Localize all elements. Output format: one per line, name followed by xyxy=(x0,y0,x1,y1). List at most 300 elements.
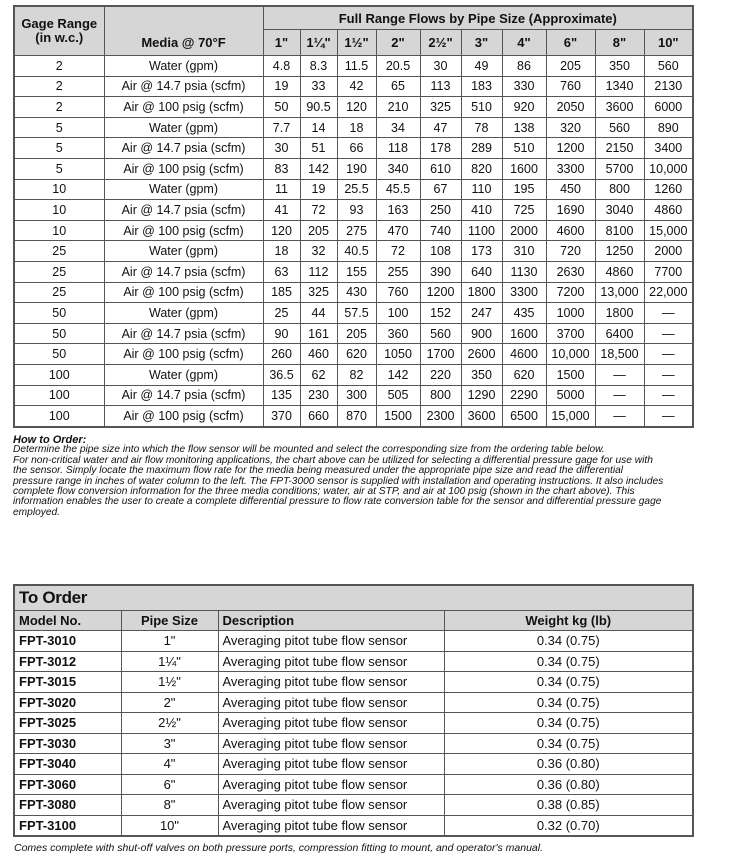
flow-value-cell: 4600 xyxy=(502,344,546,365)
header-pipe-size: Pipe Size xyxy=(121,611,218,631)
table-row xyxy=(14,385,693,406)
table-row xyxy=(14,754,693,775)
media-cell: Air @ 14.7 psia (scfm) xyxy=(104,76,263,97)
gage-range-cell: 5 xyxy=(14,138,104,159)
how-to-order-line: Determine the pipe size into which the flow sensor will be mounted and select the corresponding size from the ordering table below. xyxy=(13,444,605,456)
flow-value-cell: 1700 xyxy=(420,344,461,365)
flow-value-cell: 42 xyxy=(337,76,376,97)
flow-value-cell: 152 xyxy=(420,303,461,324)
flow-value-cell: 25 xyxy=(263,303,300,324)
flow-range-table xyxy=(13,5,694,428)
flow-value-cell: 260 xyxy=(263,344,300,365)
media-cell: Water (gpm) xyxy=(104,303,263,324)
weight-cell: 0.34 (0.75) xyxy=(444,733,693,754)
flow-value-cell: 18,500 xyxy=(595,344,644,365)
flow-value-cell: 3600 xyxy=(595,97,644,118)
gage-range-cell: 50 xyxy=(14,303,104,324)
table-row xyxy=(14,344,693,365)
media-cell: Air @ 100 psig (scfm) xyxy=(104,406,263,427)
flow-value-cell: 920 xyxy=(502,97,546,118)
media-cell: Air @ 14.7 psia (scfm) xyxy=(104,200,263,221)
table-row xyxy=(14,406,693,427)
flow-value-cell: 40.5 xyxy=(337,241,376,262)
flow-value-cell: 120 xyxy=(337,97,376,118)
model-no-cell: FPT-3030 xyxy=(14,733,121,754)
flow-value-cell: 195 xyxy=(502,179,546,200)
flow-value-cell: 22,000 xyxy=(644,282,693,303)
pipe-size-cell: 3" xyxy=(121,733,218,754)
model-no-cell: FPT-3100 xyxy=(14,815,121,836)
flow-value-cell: 560 xyxy=(644,56,693,77)
flow-value-cell: 32 xyxy=(300,241,337,262)
flow-value-cell: 435 xyxy=(502,303,546,324)
flow-value-cell: 900 xyxy=(461,323,502,344)
flow-value-cell: 350 xyxy=(461,364,502,385)
gage-range-cell: 5 xyxy=(14,158,104,179)
flow-value-cell: 740 xyxy=(420,220,461,241)
flow-value-cell: 100 xyxy=(376,303,420,324)
table-row xyxy=(14,672,693,693)
table-row xyxy=(14,713,693,734)
gage-range-cell: 25 xyxy=(14,282,104,303)
flow-value-cell: 300 xyxy=(337,385,376,406)
gage-range-cell: 50 xyxy=(14,323,104,344)
flow-value-cell: 72 xyxy=(376,241,420,262)
flow-value-cell: 1100 xyxy=(461,220,502,241)
flow-value-cell: 760 xyxy=(546,76,595,97)
flow-value-cell: 470 xyxy=(376,220,420,241)
flow-value-cell: 1500 xyxy=(376,406,420,427)
flow-value-cell: 660 xyxy=(300,406,337,427)
table-row xyxy=(14,200,693,221)
flow-value-cell: 19 xyxy=(300,179,337,200)
flow-value-cell: 15,000 xyxy=(546,406,595,427)
weight-cell: 0.36 (0.80) xyxy=(444,774,693,795)
flow-value-cell: — xyxy=(595,406,644,427)
flow-value-cell: 142 xyxy=(300,158,337,179)
table-row xyxy=(14,815,693,836)
flow-value-cell: 390 xyxy=(420,261,461,282)
table-row xyxy=(14,795,693,816)
flow-value-cell: 510 xyxy=(502,138,546,159)
gage-range-cell: 100 xyxy=(14,385,104,406)
description-cell: Averaging pitot tube flow sensor xyxy=(218,651,444,672)
flow-value-cell: 34 xyxy=(376,117,420,138)
header-pipe-size: 1" xyxy=(263,30,300,56)
flow-value-cell: 6400 xyxy=(595,323,644,344)
table-row xyxy=(14,220,693,241)
weight-cell: 0.34 (0.75) xyxy=(444,651,693,672)
flow-value-cell: 1600 xyxy=(502,323,546,344)
flow-value-cell: 510 xyxy=(461,97,502,118)
flow-value-cell: 72 xyxy=(300,200,337,221)
media-cell: Water (gpm) xyxy=(104,364,263,385)
flow-value-cell: 1050 xyxy=(376,344,420,365)
flow-value-cell: 1200 xyxy=(546,138,595,159)
flow-value-cell: 1800 xyxy=(461,282,502,303)
flow-value-cell: 2300 xyxy=(420,406,461,427)
table-row xyxy=(14,56,693,77)
flow-value-cell: 3300 xyxy=(502,282,546,303)
table-row xyxy=(14,138,693,159)
flow-value-cell: 82 xyxy=(337,364,376,385)
weight-cell: 0.34 (0.75) xyxy=(444,713,693,734)
gage-range-cell: 50 xyxy=(14,344,104,365)
description-cell: Averaging pitot tube flow sensor xyxy=(218,815,444,836)
gage-range-cell: 25 xyxy=(14,241,104,262)
flow-value-cell: 1800 xyxy=(595,303,644,324)
how-to-order-text xyxy=(13,445,703,518)
media-cell: Water (gpm) xyxy=(104,56,263,77)
flow-value-cell: 86 xyxy=(502,56,546,77)
flow-value-cell: 65 xyxy=(376,76,420,97)
flow-value-cell: 1500 xyxy=(546,364,595,385)
flow-value-cell: 325 xyxy=(300,282,337,303)
flow-value-cell: 10,000 xyxy=(644,158,693,179)
how-to-order-line: the sensor. Simply locate the maximum flow rate for the media being measured under the appropriate pipe size and read the differential xyxy=(13,465,624,477)
gage-range-cell: 10 xyxy=(14,220,104,241)
flow-value-cell: 230 xyxy=(300,385,337,406)
flow-value-cell: 2290 xyxy=(502,385,546,406)
flow-value-cell: 320 xyxy=(546,117,595,138)
flow-value-cell: 1600 xyxy=(502,158,546,179)
gage-range-cell: 2 xyxy=(14,97,104,118)
flow-value-cell: 108 xyxy=(420,241,461,262)
flow-value-cell: 11 xyxy=(263,179,300,200)
flow-value-cell: 7700 xyxy=(644,261,693,282)
flow-value-cell: 120 xyxy=(263,220,300,241)
media-cell: Air @ 14.7 psia (scfm) xyxy=(104,385,263,406)
gage-range-cell: 100 xyxy=(14,364,104,385)
flow-value-cell: 183 xyxy=(461,76,502,97)
media-cell: Air @ 14.7 psia (scfm) xyxy=(104,138,263,159)
header-pipe-size: 10" xyxy=(644,30,693,56)
weight-cell: 0.36 (0.80) xyxy=(444,754,693,775)
flow-value-cell: 142 xyxy=(376,364,420,385)
flow-value-cell: 8.3 xyxy=(300,56,337,77)
description-cell: Averaging pitot tube flow sensor xyxy=(218,692,444,713)
header-gage-line1: Gage Range xyxy=(21,16,98,31)
media-cell: Air @ 100 psig (scfm) xyxy=(104,344,263,365)
flow-value-cell: 3300 xyxy=(546,158,595,179)
flow-value-cell: 14 xyxy=(300,117,337,138)
header-pipe-size: 4" xyxy=(502,30,546,56)
media-cell: Air @ 14.7 psia (scfm) xyxy=(104,261,263,282)
flow-value-cell: 78 xyxy=(461,117,502,138)
flow-value-cell: 185 xyxy=(263,282,300,303)
media-cell: Air @ 100 psig (scfm) xyxy=(104,220,263,241)
flow-value-cell: 870 xyxy=(337,406,376,427)
flow-value-cell: 1290 xyxy=(461,385,502,406)
table-row xyxy=(14,261,693,282)
order-table-title: To Order xyxy=(14,585,693,611)
gage-range-cell: 2 xyxy=(14,76,104,97)
table-row xyxy=(14,97,693,118)
flow-value-cell: 250 xyxy=(420,200,461,221)
weight-cell: 0.38 (0.85) xyxy=(444,795,693,816)
flow-value-cell: 2000 xyxy=(502,220,546,241)
flow-value-cell: 45.5 xyxy=(376,179,420,200)
flow-value-cell: 890 xyxy=(644,117,693,138)
flow-value-cell: — xyxy=(644,406,693,427)
how-to-order-line: information enables the user to create a complete differential pressure to flow rate conversion table for the sensor and differential pressure gage xyxy=(13,496,662,508)
description-cell: Averaging pitot tube flow sensor xyxy=(218,713,444,734)
table-row xyxy=(14,179,693,200)
header-group-full-range-flows: Full Range Flows by Pipe Size (Approximate) xyxy=(263,6,693,30)
flow-value-cell: 2000 xyxy=(644,241,693,262)
flow-value-cell: 15,000 xyxy=(644,220,693,241)
flow-value-cell: 289 xyxy=(461,138,502,159)
header-model-no: Model No. xyxy=(14,611,121,631)
pipe-size-cell: 1" xyxy=(121,631,218,652)
flow-value-cell: 560 xyxy=(595,117,644,138)
flow-value-cell: 350 xyxy=(595,56,644,77)
gage-range-cell: 10 xyxy=(14,179,104,200)
weight-cell: 0.32 (0.70) xyxy=(444,815,693,836)
flow-value-cell: 720 xyxy=(546,241,595,262)
weight-cell: 0.34 (0.75) xyxy=(444,692,693,713)
flow-value-cell: — xyxy=(644,385,693,406)
flow-value-cell: 10,000 xyxy=(546,344,595,365)
header-pipe-size: 6" xyxy=(546,30,595,56)
pipe-size-cell: 2" xyxy=(121,692,218,713)
flow-value-cell: 340 xyxy=(376,158,420,179)
flow-value-cell: 5700 xyxy=(595,158,644,179)
order-table xyxy=(13,584,694,837)
header-gage-line2: (in w.c.) xyxy=(35,30,84,45)
flow-value-cell: 800 xyxy=(595,179,644,200)
flow-value-cell: 3400 xyxy=(644,138,693,159)
flow-value-cell: 1130 xyxy=(502,261,546,282)
flow-value-cell: 51 xyxy=(300,138,337,159)
flow-value-cell: 210 xyxy=(376,97,420,118)
model-no-cell: FPT-3012 xyxy=(14,651,121,672)
flow-value-cell: 410 xyxy=(461,200,502,221)
flow-value-cell: 3040 xyxy=(595,200,644,221)
flow-value-cell: 33 xyxy=(300,76,337,97)
table-row xyxy=(14,631,693,652)
flow-value-cell: 205 xyxy=(337,323,376,344)
flow-value-cell: 190 xyxy=(337,158,376,179)
how-to-order-line: pressure range in inches of water column to the left. The FPT-3000 sensor is supplied with installation and operating instructions. It also includes xyxy=(13,475,664,487)
flow-value-cell: 1000 xyxy=(546,303,595,324)
media-cell: Air @ 100 psig (scfm) xyxy=(104,158,263,179)
description-cell: Averaging pitot tube flow sensor xyxy=(218,754,444,775)
flow-value-cell: 36.5 xyxy=(263,364,300,385)
table-row xyxy=(14,774,693,795)
flow-value-cell: 113 xyxy=(420,76,461,97)
flow-value-cell: 3700 xyxy=(546,323,595,344)
flow-value-cell: 800 xyxy=(420,385,461,406)
flow-value-cell: 360 xyxy=(376,323,420,344)
flow-value-cell: 20.5 xyxy=(376,56,420,77)
flow-value-cell: 620 xyxy=(337,344,376,365)
table-row xyxy=(14,323,693,344)
header-pipe-size: 2" xyxy=(376,30,420,56)
table-row xyxy=(14,241,693,262)
flow-value-cell: 67 xyxy=(420,179,461,200)
flow-value-cell: 310 xyxy=(502,241,546,262)
flow-value-cell: — xyxy=(644,344,693,365)
header-pipe-size: 1½" xyxy=(337,30,376,56)
flow-value-cell: 255 xyxy=(376,261,420,282)
weight-cell: 0.34 (0.75) xyxy=(444,672,693,693)
media-cell: Air @ 100 psig (scfm) xyxy=(104,282,263,303)
flow-value-cell: 430 xyxy=(337,282,376,303)
flow-value-cell: 93 xyxy=(337,200,376,221)
table-row xyxy=(14,303,693,324)
flow-value-cell: 83 xyxy=(263,158,300,179)
flow-value-cell: 118 xyxy=(376,138,420,159)
flow-value-cell: 1250 xyxy=(595,241,644,262)
flow-value-cell: 7200 xyxy=(546,282,595,303)
flow-value-cell: 50 xyxy=(263,97,300,118)
flow-value-cell: 610 xyxy=(420,158,461,179)
flow-value-cell: 18 xyxy=(263,241,300,262)
flow-value-cell: 135 xyxy=(263,385,300,406)
flow-value-cell: 112 xyxy=(300,261,337,282)
flow-value-cell: 63 xyxy=(263,261,300,282)
flow-value-cell: 57.5 xyxy=(337,303,376,324)
flow-value-cell: 6500 xyxy=(502,406,546,427)
flow-value-cell: 247 xyxy=(461,303,502,324)
pipe-size-cell: 10" xyxy=(121,815,218,836)
flow-value-cell: 161 xyxy=(300,323,337,344)
flow-value-cell: 450 xyxy=(546,179,595,200)
flow-value-cell: 47 xyxy=(420,117,461,138)
flow-value-cell: 4860 xyxy=(644,200,693,221)
flow-value-cell: 6000 xyxy=(644,97,693,118)
flow-value-cell: 370 xyxy=(263,406,300,427)
pipe-size-cell: 1¼" xyxy=(121,651,218,672)
flow-value-cell: 7.7 xyxy=(263,117,300,138)
flow-value-cell: 5000 xyxy=(546,385,595,406)
flow-value-cell: 8100 xyxy=(595,220,644,241)
table-row xyxy=(14,158,693,179)
flow-value-cell: 19 xyxy=(263,76,300,97)
description-cell: Averaging pitot tube flow sensor xyxy=(218,733,444,754)
header-pipe-size: 1¼" xyxy=(300,30,337,56)
model-no-cell: FPT-3025 xyxy=(14,713,121,734)
flow-value-cell: 4600 xyxy=(546,220,595,241)
flow-value-cell: 25.5 xyxy=(337,179,376,200)
flow-value-cell: 178 xyxy=(420,138,461,159)
table-row xyxy=(14,651,693,672)
flow-value-cell: 4.8 xyxy=(263,56,300,77)
media-cell: Water (gpm) xyxy=(104,241,263,262)
flow-value-cell: 2630 xyxy=(546,261,595,282)
model-no-cell: FPT-3010 xyxy=(14,631,121,652)
flow-value-cell: 725 xyxy=(502,200,546,221)
header-gage-range xyxy=(14,6,104,56)
flow-value-cell: 205 xyxy=(546,56,595,77)
flow-value-cell: 2600 xyxy=(461,344,502,365)
flow-value-cell: 44 xyxy=(300,303,337,324)
pipe-size-cell: 4" xyxy=(121,754,218,775)
how-to-order-line: employed. xyxy=(13,506,61,518)
flow-value-cell: 4860 xyxy=(595,261,644,282)
flow-value-cell: — xyxy=(595,364,644,385)
flow-value-cell: 275 xyxy=(337,220,376,241)
header-description: Description xyxy=(218,611,444,631)
pipe-size-cell: 2½" xyxy=(121,713,218,734)
flow-value-cell: 2150 xyxy=(595,138,644,159)
flow-value-cell: 1200 xyxy=(420,282,461,303)
gage-range-cell: 100 xyxy=(14,406,104,427)
how-to-order-title: How to Order: xyxy=(13,434,87,446)
flow-value-cell: — xyxy=(644,323,693,344)
flow-value-cell: 560 xyxy=(420,323,461,344)
flow-value-cell: 2130 xyxy=(644,76,693,97)
flow-value-cell: 1690 xyxy=(546,200,595,221)
header-weight: Weight kg (lb) xyxy=(444,611,693,631)
flow-value-cell: 49 xyxy=(461,56,502,77)
table-row xyxy=(14,117,693,138)
table-row xyxy=(14,733,693,754)
header-pipe-size: 3" xyxy=(461,30,502,56)
how-to-order-section xyxy=(13,435,703,518)
flow-value-cell: 18 xyxy=(337,117,376,138)
flow-value-cell: 760 xyxy=(376,282,420,303)
description-cell: Averaging pitot tube flow sensor xyxy=(218,672,444,693)
pipe-size-cell: 6" xyxy=(121,774,218,795)
flow-value-cell: 640 xyxy=(461,261,502,282)
flow-value-cell: 138 xyxy=(502,117,546,138)
flow-value-cell: 155 xyxy=(337,261,376,282)
flow-value-cell: 460 xyxy=(300,344,337,365)
flow-value-cell: 220 xyxy=(420,364,461,385)
pipe-size-cell: 1½" xyxy=(121,672,218,693)
table-row xyxy=(14,364,693,385)
how-to-order-line: complete flow conversion information for the three media conditions; water, air at STP, and air at 100 psig (shown in the chart above). This xyxy=(13,486,635,498)
model-no-cell: FPT-3015 xyxy=(14,672,121,693)
flow-value-cell: 505 xyxy=(376,385,420,406)
media-cell: Air @ 100 psig (scfm) xyxy=(104,97,263,118)
flow-value-cell: 90 xyxy=(263,323,300,344)
header-media: Media @ 70°F xyxy=(104,6,263,56)
flow-value-cell: — xyxy=(644,303,693,324)
media-cell: Air @ 14.7 psia (scfm) xyxy=(104,323,263,344)
flow-value-cell: 173 xyxy=(461,241,502,262)
flow-value-cell: 11.5 xyxy=(337,56,376,77)
flow-value-cell: 41 xyxy=(263,200,300,221)
flow-value-cell: 620 xyxy=(502,364,546,385)
table-row xyxy=(14,76,693,97)
flow-value-cell: 1340 xyxy=(595,76,644,97)
media-cell: Water (gpm) xyxy=(104,117,263,138)
how-to-order-line: For non-critical water and air flow monitoring applications, the chart above can be utilized for selecting a differential pressure gage for use with xyxy=(13,454,653,466)
flow-value-cell: 3600 xyxy=(461,406,502,427)
media-cell: Water (gpm) xyxy=(104,179,263,200)
flow-value-cell: 66 xyxy=(337,138,376,159)
flow-value-cell: 163 xyxy=(376,200,420,221)
header-pipe-size: 8" xyxy=(595,30,644,56)
model-no-cell: FPT-3040 xyxy=(14,754,121,775)
description-cell: Averaging pitot tube flow sensor xyxy=(218,631,444,652)
flow-value-cell: 30 xyxy=(420,56,461,77)
header-pipe-size: 2½" xyxy=(420,30,461,56)
flow-value-cell: 30 xyxy=(263,138,300,159)
flow-value-cell: 62 xyxy=(300,364,337,385)
flow-value-cell: 205 xyxy=(300,220,337,241)
gage-range-cell: 2 xyxy=(14,56,104,77)
flow-value-cell: 325 xyxy=(420,97,461,118)
flow-value-cell: 1260 xyxy=(644,179,693,200)
flow-value-cell: 110 xyxy=(461,179,502,200)
flow-value-cell: — xyxy=(644,364,693,385)
weight-cell: 0.34 (0.75) xyxy=(444,631,693,652)
flow-value-cell: 2050 xyxy=(546,97,595,118)
